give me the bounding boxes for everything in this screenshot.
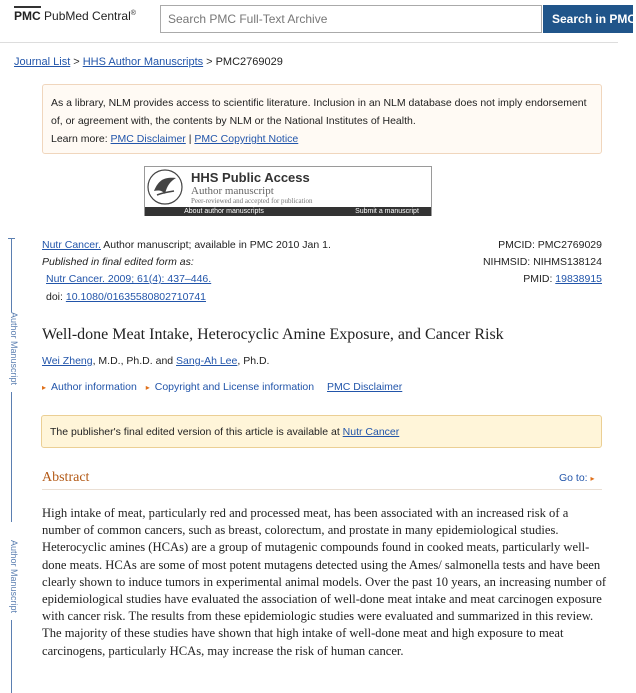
breadcrumb	[14, 56, 283, 68]
author-suffix: , Ph.D.	[237, 355, 270, 367]
pmc-copyright-notice-link[interactable]: PMC Copyright Notice	[194, 133, 299, 145]
about-author-manuscripts-button[interactable]: About author manuscripts	[184, 208, 264, 215]
breadcrumb-hhs-author-manuscripts[interactable]: HHS Author Manuscripts	[82, 56, 204, 68]
publisher-version-notice	[41, 415, 602, 448]
triangle-right-icon: ▸	[42, 383, 47, 392]
hhs-eagle-icon	[145, 167, 185, 207]
citation-source	[46, 273, 211, 285]
journal-link[interactable]: Nutr Cancer.	[42, 239, 101, 251]
article-info-links	[42, 381, 402, 393]
pmc-disclaimer-link-2[interactable]: PMC Disclaimer	[327, 381, 403, 393]
article-title: Well-done Meat Intake, Heterocyclic Amine Exposure, and Cancer Risk	[42, 326, 504, 343]
rail-line	[11, 238, 12, 312]
triangle-right-icon: ▸	[145, 383, 150, 392]
notice-text: The publisher's final edited version of this article is available at	[50, 426, 343, 438]
nihmsid: NIHMSID: NIHMS138124	[482, 256, 602, 268]
search-button[interactable]: Search in PMC	[543, 5, 633, 33]
doi-label: doi:	[46, 291, 66, 303]
author-list	[42, 355, 269, 367]
pmid	[523, 273, 602, 285]
source-link[interactable]: Nutr Cancer. 2009; 61(4): 437–446.	[46, 273, 212, 285]
manuscript-status: Author manuscript; available in PMC 2010 Jan 1.	[100, 239, 331, 251]
disclaimer-line-1: As a library, NLM provides access to scientific literature. Inclusion in an NLM database does not imply endorsement	[51, 97, 587, 109]
copyright-license-toggle[interactable]: Copyright and License information	[154, 381, 315, 393]
triangle-right-icon: ▸	[590, 474, 595, 483]
author-information-toggle[interactable]: Author information	[51, 381, 137, 393]
learn-more-label: Learn more:	[51, 133, 108, 145]
disclaimer-learn-more	[51, 130, 601, 148]
search-input[interactable]	[160, 5, 542, 33]
pmid-link[interactable]: 19838915	[555, 273, 602, 285]
nlm-disclaimer-box	[42, 84, 602, 154]
abstract-heading: Abstract	[42, 470, 90, 485]
rail-line	[11, 620, 12, 693]
submit-manuscript-button[interactable]: Submit a manuscript	[355, 208, 419, 215]
goto-label: Go to:	[559, 472, 588, 484]
pmc-logo[interactable]	[14, 9, 136, 23]
author-link[interactable]: Wei Zheng	[42, 355, 93, 367]
disclaimer-line-2: of, or agreement with, the contents by NLM or the National Institutes of Health.	[51, 115, 416, 127]
citation-status	[42, 239, 331, 251]
abstract-divider	[42, 489, 602, 490]
pmc-disclaimer-link[interactable]: PMC Disclaimer	[110, 133, 186, 145]
goto-menu[interactable]	[559, 472, 595, 484]
breadcrumb-journal-list[interactable]: Journal List	[14, 56, 71, 68]
pmc-logo-reg: ®	[130, 10, 136, 17]
breadcrumb-separator: >	[206, 56, 213, 68]
pmc-logo-abbr: PMC	[14, 6, 41, 23]
header-divider	[0, 42, 618, 43]
link-divider: |	[188, 133, 192, 145]
breadcrumb-separator: >	[73, 56, 80, 68]
pmcid: PMCID: PMC2769029	[498, 239, 602, 251]
rail-line	[11, 392, 12, 522]
author-suffix: , M.D., Ph.D. and	[92, 355, 177, 367]
pmc-logo-text: PubMed Central	[44, 9, 131, 23]
doi-link[interactable]: 10.1080/01635580802710741	[65, 291, 207, 303]
published-label: Published in final edited form as:	[42, 256, 194, 268]
author-manuscript-rail-label: Author Manuscript	[9, 540, 19, 614]
hhs-subtitle-peer-reviewed: Peer-reviewed and accepted for publication	[191, 197, 313, 205]
hhs-public-access-banner	[144, 166, 432, 216]
pmid-label: PMID:	[523, 273, 556, 285]
author-manuscript-rail-label: Author Manuscript	[9, 312, 19, 386]
breadcrumb-current: PMC2769029	[215, 56, 283, 68]
hhs-subtitle: Author manuscript	[191, 185, 274, 197]
abstract-paragraph: High intake of meat, particularly red and processed meat, has been associated with an increased risk of a number of common cancers, such as breast, colorectum, and prostate in many epidemiological studies. Heterocyclic amines (HCAs) are a group of mutagenic compounds found in cooked meats, particularly well-done meats. HCAs are some of most potent mutagens detected using the Ames/ salmonella tests and have been clearly shown to induce tumors in experimental animal models. Over the past 10 years, an increasing number of epidemiological studies have evaluated the association of well-done meat intake and meat carcinogen exposure with cancer risk. The results from these epidemiologic studies were evaluated and summarized in this review. The majority of these studies have shown that high intake of well-done meat and high exposure to meat carcinogens, particularly HCAs, may increase the risk of human cancer.	[42, 506, 607, 658]
doi-line	[46, 291, 206, 303]
hhs-button-bar	[145, 207, 431, 216]
hhs-title: HHS Public Access	[191, 170, 310, 185]
publisher-link[interactable]: Nutr Cancer	[342, 426, 400, 438]
author-link[interactable]: Sang-Ah Lee	[176, 355, 238, 367]
abstract-body	[42, 505, 608, 660]
